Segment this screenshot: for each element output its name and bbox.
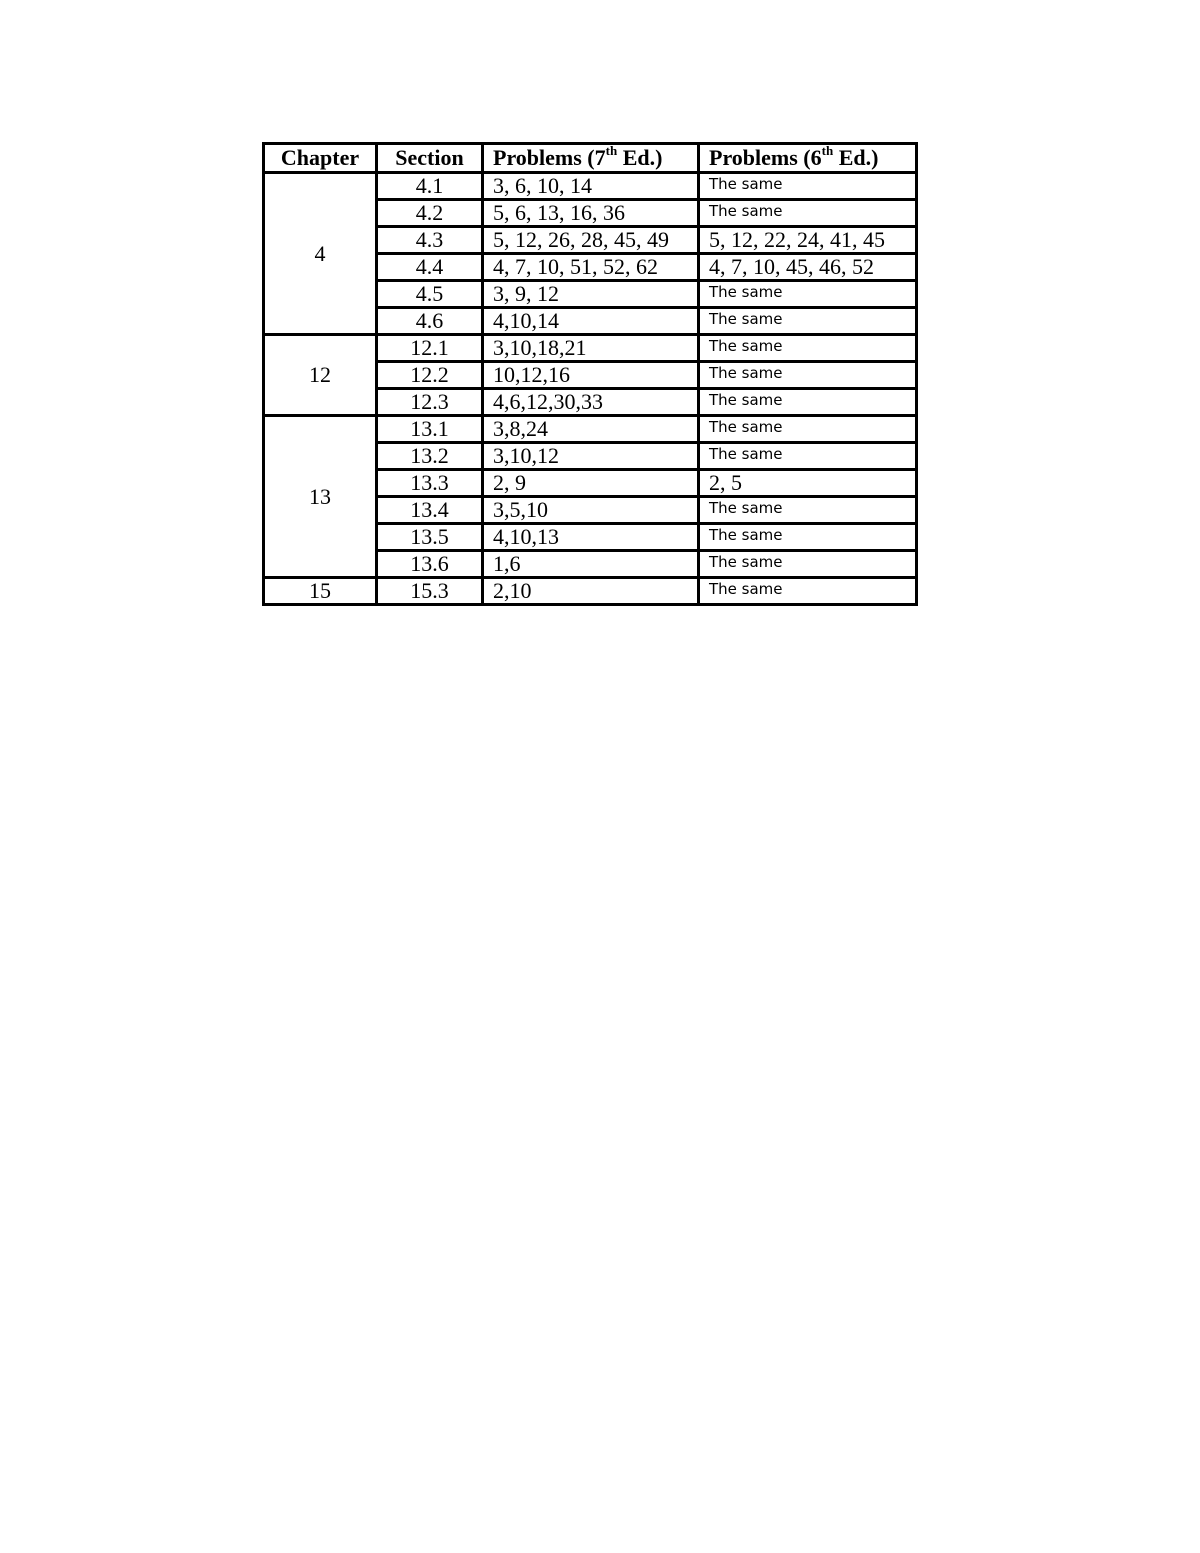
- section-cell: 13.5: [377, 524, 483, 551]
- header-p7-suffix: Ed.): [617, 145, 663, 170]
- header-problems-6th-ed: [699, 144, 917, 173]
- header-p6-suffix: Ed.): [833, 145, 879, 170]
- problems-6th-ed-cell: The same: [699, 524, 917, 551]
- problems-7th-ed-cell: 4,6,12,30,33: [483, 389, 699, 416]
- problems-6th-ed-cell: The same: [699, 362, 917, 389]
- section-cell: 13.4: [377, 497, 483, 524]
- header-chapter: Chapter: [264, 144, 377, 173]
- problems-7th-ed-cell: 4,10,14: [483, 308, 699, 335]
- chapter-cell: 15: [264, 578, 377, 605]
- section-cell: 4.3: [377, 227, 483, 254]
- problems-6th-ed-cell: 2, 5: [699, 470, 917, 497]
- problems-6th-ed-cell: The same: [699, 416, 917, 443]
- problems-6th-ed-cell: The same: [699, 281, 917, 308]
- problems-6th-ed-cell: The same: [699, 443, 917, 470]
- header-p7-sup: th: [605, 143, 618, 158]
- problems-7th-ed-cell: 2, 9: [483, 470, 699, 497]
- header-p7-prefix: Problems (7: [493, 145, 606, 170]
- table-row: [264, 173, 917, 200]
- chapter-cell: 4: [264, 173, 377, 335]
- problems-6th-ed-cell: The same: [699, 551, 917, 578]
- problems-6th-ed-cell: The same: [699, 200, 917, 227]
- problems-7th-ed-cell: 5, 12, 26, 28, 45, 49: [483, 227, 699, 254]
- section-cell: 13.1: [377, 416, 483, 443]
- problems-7th-ed-cell: 4, 7, 10, 51, 52, 62: [483, 254, 699, 281]
- section-cell: 4.5: [377, 281, 483, 308]
- header-row: [264, 144, 917, 173]
- section-cell: 12.1: [377, 335, 483, 362]
- problems-7th-ed-cell: 3, 9, 12: [483, 281, 699, 308]
- problems-6th-ed-cell: The same: [699, 308, 917, 335]
- problems-7th-ed-cell: 5, 6, 13, 16, 36: [483, 200, 699, 227]
- chapter-cell: 13: [264, 416, 377, 578]
- problems-7th-ed-cell: 1,6: [483, 551, 699, 578]
- problems-6th-ed-cell: The same: [699, 173, 917, 200]
- section-cell: 4.1: [377, 173, 483, 200]
- problems-7th-ed-cell: 3,10,12: [483, 443, 699, 470]
- header-p6-prefix: Problems (6: [709, 145, 822, 170]
- problems-7th-ed-cell: 3,8,24: [483, 416, 699, 443]
- header-p6-sup: th: [821, 143, 834, 158]
- problems-7th-ed-cell: 3,5,10: [483, 497, 699, 524]
- header-problems-7th-ed: [483, 144, 699, 173]
- problems-6th-ed-cell: The same: [699, 578, 917, 605]
- chapter-cell: 12: [264, 335, 377, 416]
- table-row: [264, 335, 917, 362]
- section-cell: 13.6: [377, 551, 483, 578]
- section-cell: 4.4: [377, 254, 483, 281]
- table-row: [264, 416, 917, 443]
- problems-7th-ed-cell: 2,10: [483, 578, 699, 605]
- section-cell: 15.3: [377, 578, 483, 605]
- header-section: Section: [377, 144, 483, 173]
- problems-6th-ed-cell: The same: [699, 497, 917, 524]
- section-cell: 13.3: [377, 470, 483, 497]
- problems-7th-ed-cell: 3, 6, 10, 14: [483, 173, 699, 200]
- problems-7th-ed-cell: 3,10,18,21: [483, 335, 699, 362]
- table-row: [264, 578, 917, 605]
- section-cell: 13.2: [377, 443, 483, 470]
- section-cell: 12.2: [377, 362, 483, 389]
- problems-7th-ed-cell: 10,12,16: [483, 362, 699, 389]
- problem-assignment-table: [262, 142, 918, 606]
- section-cell: 4.6: [377, 308, 483, 335]
- problems-6th-ed-cell: 4, 7, 10, 45, 46, 52: [699, 254, 917, 281]
- problems-6th-ed-cell: The same: [699, 389, 917, 416]
- section-cell: 4.2: [377, 200, 483, 227]
- table-body: [264, 173, 917, 605]
- problems-6th-ed-cell: The same: [699, 335, 917, 362]
- problems-7th-ed-cell: 4,10,13: [483, 524, 699, 551]
- problems-6th-ed-cell: 5, 12, 22, 24, 41, 45: [699, 227, 917, 254]
- section-cell: 12.3: [377, 389, 483, 416]
